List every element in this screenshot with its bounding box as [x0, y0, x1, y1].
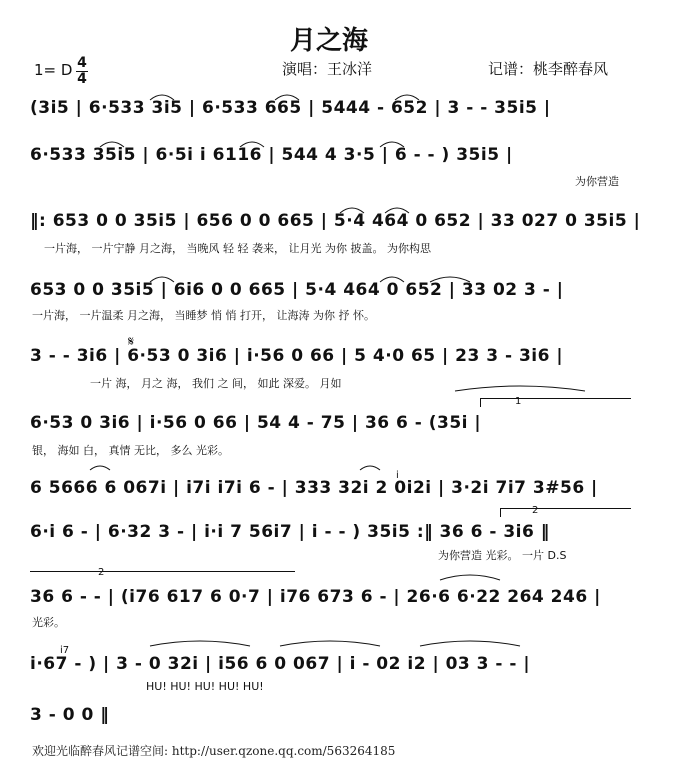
slur-r10-a	[150, 641, 250, 646]
transcriber-credit: 记谱：桃李醉春风	[488, 60, 609, 78]
notation-row-4: 653 0 0 35i5 | 6i6 0 0 665 | 5·4 464 0 652 | 33 02 3 - |	[30, 280, 564, 300]
slur-r1-c	[395, 95, 419, 100]
grace-note-1: i	[396, 470, 399, 481]
notation-row-9: 36 6 - - | (i76 617 6 0·7 | i76 673 6 - | 26·6 6·22 264 246 |	[30, 587, 601, 607]
notation-row-1: (3i5 | 6·533 3i5 | 6·533 665 | 5444 - 652 | 3 - - 35i5 |	[30, 98, 551, 118]
slur-r1-a	[150, 95, 174, 100]
time-signature-bottom: 4	[77, 71, 87, 87]
slur-r7-b	[360, 466, 380, 470]
slur-r2-b	[240, 142, 264, 147]
slur-r4-b	[380, 277, 404, 282]
slur-r10-c	[420, 641, 520, 646]
slur-r7-a	[90, 466, 110, 470]
segno-sign: 𝄋	[128, 334, 135, 350]
time-signature-top: 4	[77, 55, 87, 71]
slur-r6-a	[455, 386, 585, 391]
slur-r2-a	[100, 142, 124, 147]
lyrics-row-10: HU! HU! HU! HU! HU!	[146, 680, 264, 693]
slur-r4-c	[430, 277, 470, 282]
grace-note-3: i7	[60, 645, 70, 656]
lyrics-row-5: 一片 海， 月之 海， 我们 之 间， 如此 深爱。 月如	[90, 377, 342, 390]
notation-row-11: 3 - 0 0 ‖	[30, 705, 110, 725]
notation-row-2: 6·533 35i5 | 6·5i i 6116 | 544 4 3·5 | 6 - - ) 35i5 |	[30, 145, 513, 165]
slur-r9-a	[440, 575, 500, 580]
volta-number-2b: 2	[98, 567, 105, 578]
notation-row-7: 6 5666 6 067i | i7i i7i 6 - | 333 32i 2 0i2i | 3·2i 7i7 3#56 |	[30, 478, 598, 498]
footer-credit: 欢迎光临醉春风记谱空间: http://user.qzone.qq.com/563264185	[32, 744, 396, 758]
key-signature: 1= D	[34, 61, 73, 79]
slur-r3-a	[340, 208, 364, 213]
score-title: 月之海	[290, 26, 369, 56]
singer-credit: 演唱：王冰洋	[282, 60, 373, 78]
lyrics-row-2: 为你营造	[575, 175, 619, 188]
volta-number-2a: 2	[532, 505, 539, 516]
lyrics-row-3: 一片海， 一片宁静 月之海， 当晚风 轻 轻 袭来， 让月光 为你 披盖。 为你构思	[44, 242, 431, 255]
lyrics-row-4: 一片海， 一片温柔 月之海， 当睡梦 悄 悄 打开， 让海涛 为你 抒 怀。	[32, 309, 375, 322]
slur-r10-b	[280, 641, 380, 646]
notation-row-5: 3 - - 3i6 | 6·53 0 3i6 | i·56 0 66 | 5 4·0 65 | 23 3 - 3i6 |	[30, 346, 564, 366]
lyrics-row-9: 光彩。	[32, 616, 65, 629]
notation-row-3: ‖: 653 0 0 35i5 | 656 0 0 665 | 5·4 464 0 652 | 33 027 0 35i5 |	[30, 211, 641, 231]
notation-row-10: i·67 - ) | 3 - 0 32i | i56 6 0 067 | i - 02 i2 | 03 3 - - |	[30, 654, 531, 674]
slur-r2-c	[380, 142, 404, 147]
notation-row-8: 6·i 6 - | 6·32 3 - | i·i 7 56i7 | i - - ) 35i5 :‖ 36 6 - 3i6 ‖	[30, 522, 550, 542]
slur-r4-a	[150, 277, 174, 282]
lyrics-row-6: 银， 海如 白， 真情 无比， 多么 光彩。	[32, 444, 229, 457]
slur-r3-b	[385, 208, 409, 213]
volta-number-1: 1	[515, 396, 522, 407]
notation-row-6: 6·53 0 3i6 | i·56 0 66 | 54 4 - 75 | 36 6 - (35i |	[30, 413, 482, 433]
slur-r1-b	[275, 95, 299, 100]
lyrics-row-8: 为你营造 光彩。 一片 D.S	[438, 549, 567, 562]
